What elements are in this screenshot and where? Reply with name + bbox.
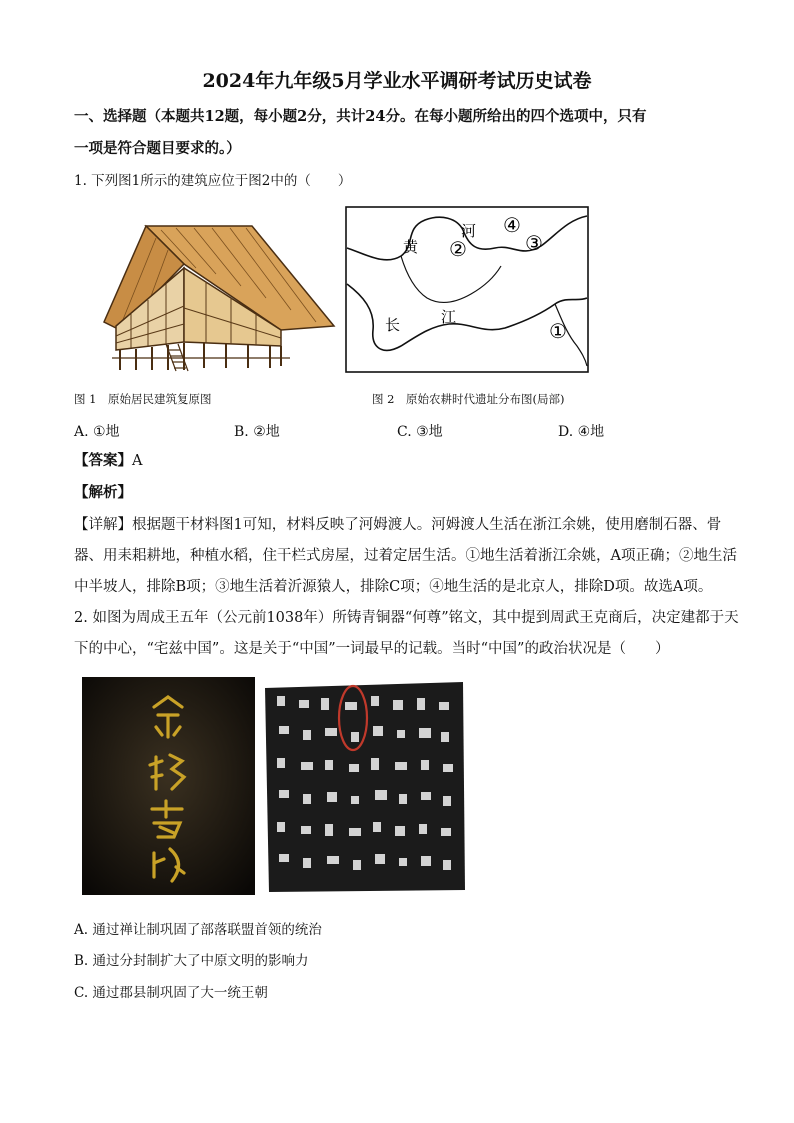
map-marker-2: ② (449, 237, 467, 261)
map-figure (345, 206, 589, 373)
map-marker-4: ④ (503, 213, 521, 237)
fig1-caption: 图 1 原始居民建筑复原图 (74, 392, 212, 406)
q1-option-c: C. ③地 (397, 424, 443, 440)
page-title: 2024年九年级5月学业水平调研考试历史试卷 (202, 70, 592, 92)
answer-tag: 【答案】 (74, 452, 132, 469)
q1-option-d: D. ④地 (558, 424, 605, 440)
q2-option-a: A. 通过禅让制巩固了部落联盟首领的统治 (74, 922, 322, 938)
map-label-he: 河 (461, 222, 477, 240)
q1-detail-line3: 中半坡人，排除B项；③地生活着沂源猿人，排除C项；④地生活的是北京人，排除D项。故选A项。 (74, 579, 713, 595)
fig2-caption: 图 2 原始农耕时代遗址分布图(局部) (372, 392, 565, 406)
answer-value: A (132, 453, 143, 469)
q1-stem: 1. 下列图1所示的建筑应位于图2中的（ ） (74, 173, 352, 189)
map-label-huang: 黄 (403, 238, 419, 256)
q2-option-b: B. 通过分封制扩大了中原文明的影响力 (74, 953, 309, 969)
stilt-house-figure (76, 218, 342, 372)
q2-stem-line1: 2. 如图为周成王五年（公元前1038年）所铸青铜器“何尊”铭文，其中提到周武王克商后，决定建都于天 (74, 610, 739, 626)
q1-detail-line2: 器、用耒耜耕地，种植水稻，住干栏式房屋，过着定居生活。①地生活着浙江余姚，A项正确；②地生活 (74, 548, 737, 564)
q1-answer (74, 451, 142, 471)
q1-analysis-tag: 【解析】 (74, 484, 132, 501)
map-marker-1: ① (549, 319, 567, 343)
q1-option-a: A. ①地 (74, 424, 120, 440)
inscription-gold-figure (82, 677, 255, 895)
q2-option-c: C. 通过郡县制巩固了大一统王朝 (74, 985, 268, 1001)
map-marker-3: ③ (525, 231, 543, 255)
map-label-chang: 长 (385, 316, 401, 334)
q2-stem-line2: 下的中心，“宅兹中国”。这是关于“中国”一词最早的记载。当时“中国”的政治状况是（ ） (74, 641, 670, 657)
q1-option-b: B. ②地 (234, 424, 280, 440)
section-heading-line2: 一项是符合题目要求的。） (74, 140, 241, 157)
inscription-rubbing-figure (259, 678, 469, 895)
section-heading-line1: 一、选择题（本题共12题，每小题2分，共计24分。在每小题所给出的四个选项中，只有 (74, 108, 647, 125)
map-label-jiang: 江 (441, 308, 457, 326)
q1-detail-line1: 【详解】根据题干材料图1可知，材料反映了河姆渡人。河姆渡人生活在浙江余姚，使用磨制石器、骨 (74, 517, 722, 533)
